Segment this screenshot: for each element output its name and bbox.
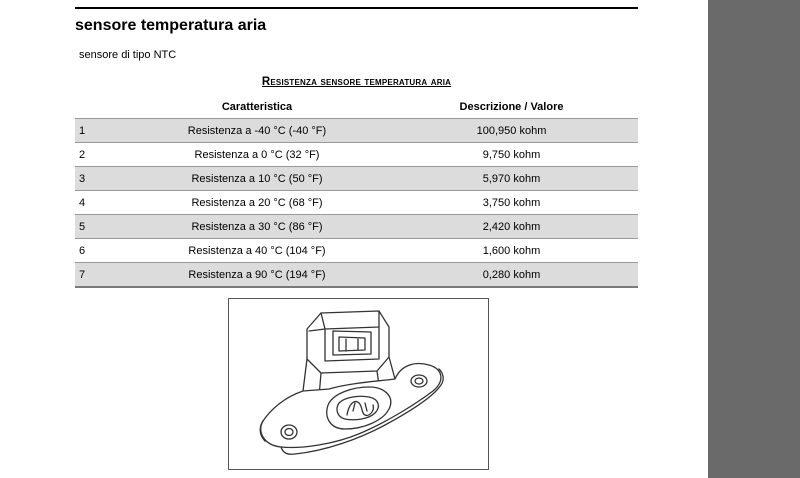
side-panel xyxy=(708,0,800,478)
section-title: sensore temperatura aria xyxy=(75,17,267,34)
row-characteristic: Resistenza a 40 °C (104 °F) xyxy=(129,239,385,263)
table-row xyxy=(75,143,638,167)
row-characteristic: Resistenza a 10 °C (50 °F) xyxy=(129,167,385,191)
row-number: 2 xyxy=(75,143,129,167)
row-value: 3,750 kohm xyxy=(385,191,638,215)
air-temperature-sensor-drawing-icon xyxy=(229,299,488,469)
row-value: 2,420 kohm xyxy=(385,215,638,239)
row-number: 6 xyxy=(75,239,129,263)
row-characteristic: Resistenza a 30 °C (86 °F) xyxy=(129,215,385,239)
table-row xyxy=(75,119,638,143)
row-characteristic: Resistenza a 20 °C (68 °F) xyxy=(129,191,385,215)
header-number xyxy=(75,96,129,119)
header-characteristic: Caratteristica xyxy=(221,101,293,113)
table-row xyxy=(75,263,638,288)
row-characteristic: Resistenza a 0 °C (32 °F) xyxy=(129,143,385,167)
row-value: 1,600 kohm xyxy=(385,239,638,263)
sensor-figure xyxy=(228,298,489,470)
row-value: 0,280 kohm xyxy=(385,263,638,288)
row-characteristic: Resistenza a -40 °C (-40 °F) xyxy=(129,119,385,143)
row-value: 5,970 kohm xyxy=(385,167,638,191)
row-number: 4 xyxy=(75,191,129,215)
row-value: 9,750 kohm xyxy=(385,143,638,167)
table-header-row xyxy=(75,96,638,119)
row-number: 5 xyxy=(75,215,129,239)
row-characteristic: Resistenza a 90 °C (194 °F) xyxy=(129,263,385,288)
row-number: 7 xyxy=(75,263,129,288)
table-row xyxy=(75,167,638,191)
table-caption: Resistenza sensore temperatura aria xyxy=(261,76,452,88)
row-value: 100,950 kohm xyxy=(385,119,638,143)
table-row xyxy=(75,191,638,215)
resistance-table xyxy=(75,96,638,288)
section-subtitle: sensore di tipo NTC xyxy=(79,49,177,61)
heading-rule xyxy=(75,7,638,9)
header-value: Descrizione / Valore xyxy=(459,101,564,113)
table-row xyxy=(75,239,638,263)
row-number: 3 xyxy=(75,167,129,191)
row-number: 1 xyxy=(75,119,129,143)
table-row xyxy=(75,215,638,239)
